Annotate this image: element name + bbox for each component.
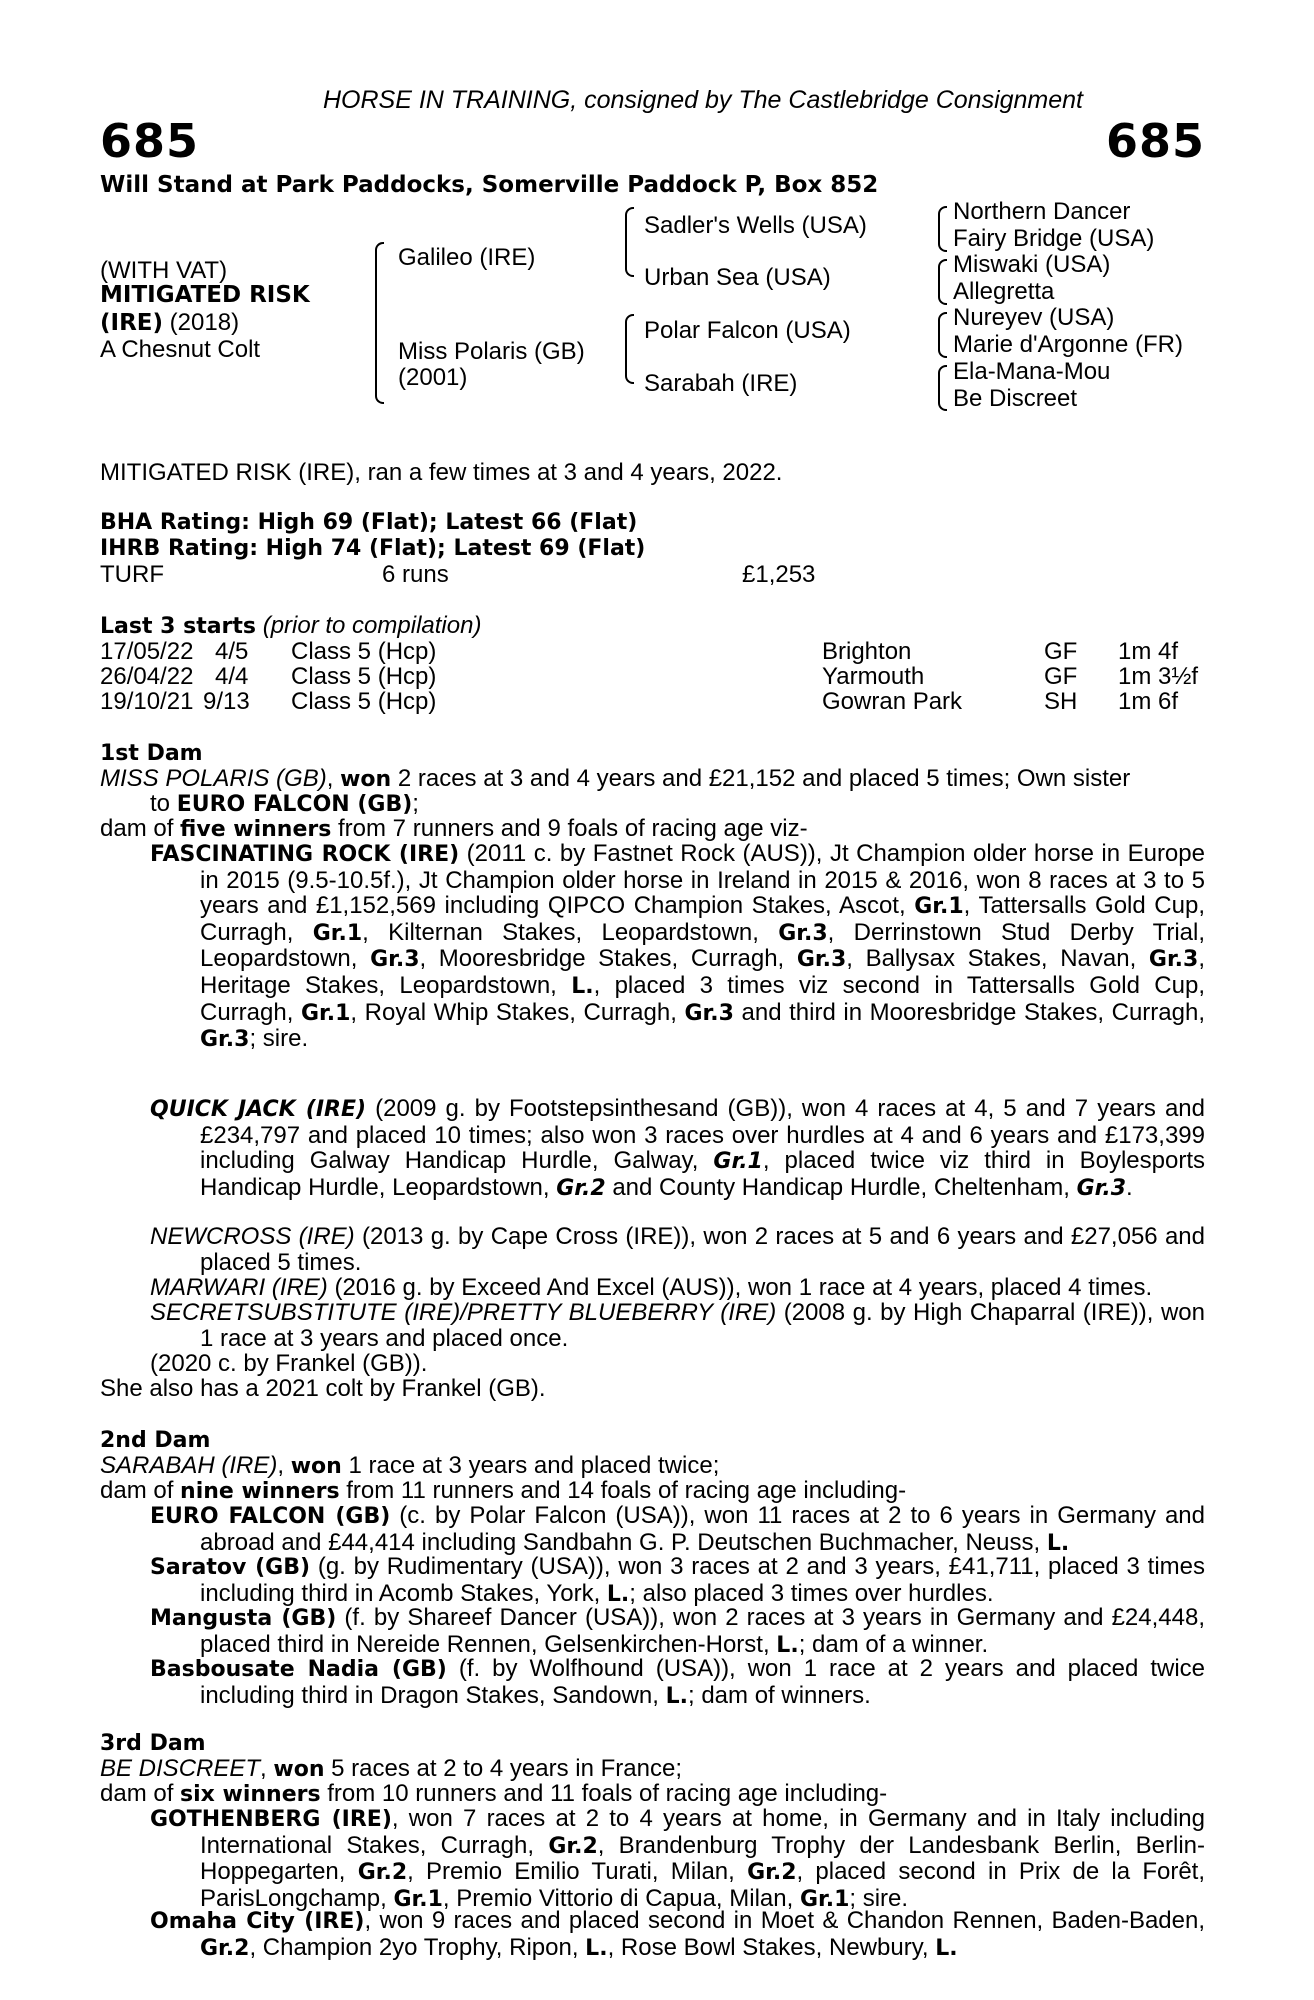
grade-label: Gr.2 bbox=[556, 1175, 606, 1201]
text-fragment: , Tattersalls Gold Cup, Curragh, bbox=[200, 892, 1205, 946]
progeny-name: QUICK JACK (IRE) bbox=[150, 1097, 367, 1122]
progeny-basbousate-nadia bbox=[150, 1656, 1205, 1709]
text-fragment: ; also placed 3 times over hurdles. bbox=[629, 1579, 994, 1607]
brace-ggp-3 bbox=[938, 312, 947, 358]
progeny-euro-falcon bbox=[150, 1503, 1205, 1556]
start-date: 17/05/22 bbox=[100, 638, 194, 665]
maternal-grandsire: Polar Falcon (USA) bbox=[644, 317, 851, 344]
text-fragment: , Heritage Stakes, Leopardstown, bbox=[200, 945, 1206, 999]
text-fragment: 2 races at 3 and 4 years and £21,152 and placed 5 times; Own sister bbox=[391, 765, 1131, 792]
won-label: won bbox=[273, 1757, 325, 1782]
text-fragment: ; dam of a winner. bbox=[798, 1630, 989, 1658]
horse-origin-year bbox=[100, 309, 239, 337]
grade-label: Gr.3 bbox=[200, 1027, 250, 1053]
text-fragment: to bbox=[150, 790, 177, 817]
progeny-name: GOTHENBERG (IRE) bbox=[150, 1807, 392, 1832]
grade-label: Gr.2 bbox=[548, 1833, 598, 1859]
start-class: Class 5 (Hcp) bbox=[291, 638, 437, 665]
progeny-omaha-city bbox=[150, 1908, 1205, 1961]
runs: 6 runs bbox=[382, 561, 449, 588]
start-position: 9/13 bbox=[203, 688, 250, 715]
winners-count: six winners bbox=[180, 1782, 321, 1807]
start-class: Class 5 (Hcp) bbox=[291, 663, 437, 690]
text-fragment: , Kilternan Stakes, Leopardstown, bbox=[362, 918, 779, 946]
text-fragment: and County Handicap Hurdle, Cheltenham, bbox=[605, 1173, 1077, 1201]
listed-label: L. bbox=[606, 1581, 630, 1607]
text-fragment: , bbox=[277, 1452, 291, 1479]
race-summary: MITIGATED RISK (IRE), ran a few times at 3 and 4 years, 2022. bbox=[100, 459, 783, 486]
first-dam-line1 bbox=[100, 766, 1130, 793]
text-fragment: , Premio Emilio Turati, Milan, bbox=[407, 1858, 748, 1886]
brace-ggp-4 bbox=[938, 365, 947, 411]
start-course: Yarmouth bbox=[822, 663, 925, 690]
grade-label: Gr.3 bbox=[1076, 1175, 1127, 1201]
text-fragment: , placed second in Prix de la Forêt, ParisLongchamp, bbox=[200, 1858, 1206, 1912]
progeny-mangusta bbox=[150, 1605, 1205, 1658]
second-dam-title: 2nd Dam bbox=[100, 1428, 211, 1453]
won-label: won bbox=[290, 1454, 342, 1479]
ihrb-rating: IHRB Rating: High 74 (Flat); Latest 69 (Flat) bbox=[100, 536, 646, 561]
text-fragment: , Champion 2yo Trophy, Ripon, bbox=[249, 1933, 586, 1961]
listed-label: L. bbox=[935, 1935, 958, 1961]
bha-rating: BHA Rating: High 69 (Flat); Latest 66 (Flat) bbox=[100, 510, 638, 535]
first-dam-line2 bbox=[150, 791, 419, 818]
grade-label: Gr.3 bbox=[370, 947, 420, 973]
third-dam-line2 bbox=[100, 1781, 887, 1808]
progeny-newcross bbox=[150, 1224, 1205, 1275]
grade-label: Gr.2 bbox=[200, 1935, 250, 1961]
last-starts-heading bbox=[100, 613, 481, 640]
consignment-header: HORSE IN TRAINING, consigned by The Castlebridge Consignment bbox=[322, 86, 1084, 114]
start-position: 4/5 bbox=[215, 638, 249, 665]
text-fragment: 5 races at 2 to 4 years in France; bbox=[324, 1755, 682, 1782]
grade-label: Gr.1 bbox=[393, 1886, 443, 1912]
horse-year: (2018) bbox=[163, 309, 240, 336]
text-fragment: , won 7 races at 2 to 4 years at home, in Germany and in Italy including International Stakes, Curragh, bbox=[200, 1805, 1205, 1859]
grade-label: Gr.1 bbox=[799, 1886, 850, 1912]
ggp-5: Nureyev (USA) bbox=[953, 304, 1115, 331]
lot-number-right: 685 bbox=[1105, 114, 1205, 168]
progeny-name: Omaha City (IRE) bbox=[150, 1909, 365, 1934]
stand-location: Will Stand at Park Paddocks, Somerville Paddock P, Box 852 bbox=[100, 172, 879, 198]
start-going: GF bbox=[1044, 663, 1078, 690]
brace-dam-parents bbox=[625, 314, 634, 384]
grade-label: Gr.1 bbox=[312, 920, 363, 946]
listed-label: L. bbox=[585, 1935, 608, 1961]
text-fragment: , bbox=[326, 765, 341, 792]
start-distance: 1m 6f bbox=[1118, 688, 1179, 715]
last-starts-title: Last 3 starts bbox=[100, 614, 257, 639]
text-fragment: (f. by Shareef Dancer (USA)), won 2 races at 3 years in Germany and £24,448, placed third in Nereide Rennen, Gelsenkirchen-Horst, bbox=[200, 1604, 1205, 1658]
first-dam-title: 1st Dam bbox=[100, 741, 203, 766]
ggp-2: Fairy Bridge (USA) bbox=[953, 225, 1155, 252]
horse-origin: (IRE) bbox=[100, 310, 164, 336]
grade-label: Gr.2 bbox=[357, 1860, 408, 1886]
text-fragment: , Royal Whip Stakes, Curragh, bbox=[350, 998, 685, 1026]
text-fragment: ; sire. bbox=[849, 1884, 909, 1912]
progeny-name: MARWARI (IRE) bbox=[150, 1274, 328, 1301]
progeny-entry bbox=[150, 841, 1205, 1053]
ggp-7: Ela-Mana-Mou bbox=[953, 358, 1111, 385]
text-fragment: , Brandenburg Trophy der Landesbank Berlin, Berlin-Hoppegarten, bbox=[200, 1831, 1206, 1886]
listed-label: L. bbox=[1046, 1530, 1070, 1556]
start-course: Brighton bbox=[822, 638, 912, 665]
progeny-fascinating-rock bbox=[150, 841, 1205, 1053]
pedigree-table bbox=[100, 198, 1210, 432]
text-fragment: (c. by Polar Falcon (USA)), won 11 races at 2 to 6 years in Germany and abroad and £44,414 including Sandbahn G. P. Deutschen Buchmacher, Neuss, bbox=[200, 1502, 1205, 1556]
text-fragment: and third in Mooresbridge Stakes, Curragh, bbox=[733, 998, 1205, 1026]
progeny-name: FASCINATING ROCK (IRE) bbox=[150, 842, 460, 867]
text-fragment: , Premio Vittorio di Capua, Milan, bbox=[442, 1884, 800, 1912]
also-has-note: She also has a 2021 colt by Frankel (GB). bbox=[100, 1375, 546, 1402]
start-position: 4/4 bbox=[215, 663, 249, 690]
listed-label: L. bbox=[665, 1683, 688, 1709]
text-fragment: (2009 g. by Footstepsinthesand (GB)), won 4 races at 4, 5 and 7 years and £234,797 and placed 10 times; also won 3 races over hurdles at 4 and 6 years and £173,399 including Galway Handicap Hurdle, Galway, bbox=[200, 1095, 1205, 1175]
progeny-quick-jack bbox=[150, 1096, 1205, 1201]
progeny-name: EURO FALCON (GB) bbox=[150, 1504, 391, 1529]
winners-count: nine winners bbox=[180, 1479, 340, 1504]
third-dam-line1 bbox=[100, 1756, 682, 1783]
text-fragment: , placed 3 times viz second in Tattersalls Gold Cup, Curragh, bbox=[200, 971, 1206, 1026]
grade-label: Gr.3 bbox=[778, 920, 828, 946]
last-starts-note: (prior to compilation) bbox=[262, 612, 482, 639]
progeny-entry bbox=[150, 1656, 1205, 1709]
grade-label: Gr.1 bbox=[300, 1000, 351, 1026]
brace-ggp-2 bbox=[938, 259, 947, 305]
text-fragment: dam of bbox=[100, 1477, 181, 1504]
text-fragment: from 11 runners and 14 foals of racing age including- bbox=[339, 1477, 907, 1504]
text-fragment: dam of bbox=[100, 1780, 181, 1807]
text-fragment: from 10 runners and 11 foals of racing age including- bbox=[320, 1780, 888, 1807]
start-class: Class 5 (Hcp) bbox=[291, 688, 437, 715]
won-label: won bbox=[340, 767, 392, 792]
ggp-1: Northern Dancer bbox=[953, 198, 1131, 225]
brace-ggp-1 bbox=[938, 206, 947, 252]
first-dam-name: MISS POLARIS (GB) bbox=[100, 765, 327, 792]
grade-label: Gr.3 bbox=[796, 947, 847, 973]
ggp-3: Miswaki (USA) bbox=[953, 251, 1111, 278]
horse-description: A Chesnut Colt bbox=[100, 336, 261, 363]
progeny-entry bbox=[150, 1908, 1205, 1961]
second-dam-line2 bbox=[100, 1478, 906, 1505]
listed-label: L. bbox=[571, 973, 594, 999]
third-dam-title: 3rd Dam bbox=[100, 1731, 206, 1756]
grade-label: Gr.1 bbox=[914, 894, 964, 920]
paternal-granddam: Urban Sea (USA) bbox=[644, 264, 831, 291]
grade-label: Gr.3 bbox=[684, 1000, 734, 1026]
first-dam-line3 bbox=[100, 816, 808, 843]
progeny-name: Mangusta (GB) bbox=[150, 1606, 337, 1631]
brace-sire-parents bbox=[625, 207, 634, 277]
progeny-gothenberg bbox=[150, 1806, 1205, 1912]
earnings: £1,253 bbox=[742, 561, 816, 588]
text-fragment: dam of bbox=[100, 815, 181, 842]
dam-year: (2001) bbox=[398, 364, 468, 391]
progeny-entry bbox=[150, 1806, 1205, 1912]
sire: Galileo (IRE) bbox=[398, 244, 536, 271]
text-fragment: ; sire. bbox=[249, 1025, 309, 1053]
progeny-entry bbox=[150, 1224, 1205, 1275]
dam: Miss Polaris (GB) bbox=[398, 338, 585, 365]
ggp-4: Allegretta bbox=[953, 278, 1055, 305]
grade-label: Gr.3 bbox=[1148, 947, 1199, 973]
text-fragment: (2013 g. by Cape Cross (IRE)), won 2 races at 5 and 6 years and £27,056 and placed 5 times. bbox=[200, 1223, 1206, 1276]
text-fragment: 1 race at 3 years and placed twice; bbox=[341, 1452, 720, 1479]
text-fragment: , Rose Bowl Stakes, Newbury, bbox=[607, 1933, 936, 1961]
progeny-name: NEWCROSS (IRE) bbox=[150, 1223, 355, 1250]
brace-sire-dam bbox=[375, 242, 384, 404]
text-fragment: ; bbox=[412, 790, 419, 817]
progeny-secretsubstitute bbox=[150, 1300, 1205, 1351]
grade-label: Gr.1 bbox=[713, 1149, 763, 1175]
progeny-entry bbox=[150, 1275, 1205, 1301]
progeny-marwari bbox=[150, 1275, 1205, 1301]
progeny-2020-colt: (2020 c. by Frankel (GB)). bbox=[150, 1350, 428, 1377]
text-fragment: (2016 g. by Exceed And Excel (AUS)), won 1 race at 4 years, placed 4 times. bbox=[327, 1274, 1153, 1301]
start-going: SH bbox=[1044, 688, 1078, 715]
start-distance: 1m 3½f bbox=[1118, 663, 1199, 690]
text-fragment: from 7 runners and 9 foals of racing age viz- bbox=[331, 815, 808, 842]
progeny-entry bbox=[150, 1554, 1205, 1607]
horse-name: MITIGATED RISK bbox=[100, 282, 310, 308]
progeny-name: Saratov (GB) bbox=[150, 1555, 311, 1580]
progeny-entry bbox=[150, 1503, 1205, 1556]
text-fragment: , bbox=[260, 1755, 274, 1782]
ggp-6: Marie d'Argonne (FR) bbox=[953, 331, 1183, 358]
grade-label: Gr.2 bbox=[747, 1860, 797, 1886]
ggp-8: Be Discreet bbox=[953, 385, 1078, 412]
text-fragment: (2011 c. by Fastnet Rock (AUS)), Jt Champion older horse in Europe in 2015 (9.5-10.5f.), Jt Champion older horse in Ireland in 2015 & 2016, won 8 races at 3 to 5 years and £1,152,569 including QIPCO Champion Stakes, Ascot, bbox=[200, 840, 1205, 920]
third-dam-name: BE DISCREET bbox=[100, 1755, 261, 1782]
start-distance: 1m 4f bbox=[1118, 638, 1179, 665]
text-fragment: (2008 g. by High Chaparral (IRE)), won 1 race at 3 years and placed once. bbox=[200, 1299, 1205, 1352]
start-date: 26/04/22 bbox=[100, 663, 194, 690]
progeny-entry bbox=[150, 1300, 1205, 1351]
text-fragment: (g. by Rudimentary (USA)), won 3 races at 2 and 3 years, £41,711, placed 3 times including third in Acomb Stakes, York, bbox=[200, 1553, 1206, 1607]
paternal-grandsire: Sadler's Wells (USA) bbox=[644, 212, 867, 239]
text-fragment: , Mooresbridge Stakes, Curragh, bbox=[419, 945, 797, 973]
listed-label: L. bbox=[776, 1632, 799, 1658]
surface: TURF bbox=[100, 561, 164, 588]
progeny-name: SECRETSUBSTITUTE (IRE)/PRETTY BLUEBERRY (IRE) bbox=[150, 1299, 777, 1326]
maternal-granddam: Sarabah (IRE) bbox=[644, 370, 798, 397]
text-fragment: ; dam of winners. bbox=[688, 1681, 871, 1709]
text-fragment: , Derrinstown Stud Derby Trial, Leopardstown, bbox=[200, 918, 1206, 973]
start-going: GF bbox=[1044, 638, 1078, 665]
text-fragment: , Ballysax Stakes, Navan, bbox=[846, 945, 1149, 973]
vat-note: (WITH VAT) bbox=[100, 257, 228, 284]
progeny-name: Basbousate Nadia (GB) bbox=[150, 1657, 447, 1682]
text-fragment: (f. by Wolfhound (USA)), won 1 race at 2 years and placed twice including third in Dragon Stakes, Sandown, bbox=[200, 1655, 1206, 1709]
sibling-name: EURO FALCON (GB) bbox=[176, 792, 413, 817]
lot-number-left: 685 bbox=[100, 114, 200, 168]
progeny-entry bbox=[150, 1605, 1205, 1658]
start-course: Gowran Park bbox=[822, 688, 963, 715]
progeny-entry bbox=[150, 1096, 1205, 1201]
second-dam-line1 bbox=[100, 1453, 719, 1480]
second-dam-name: SARABAH (IRE) bbox=[100, 1452, 278, 1479]
winners-count: five winners bbox=[180, 817, 332, 842]
text-fragment: , won 9 races and placed second in Moet & Chandon Rennen, Baden-Baden, bbox=[364, 1907, 1206, 1934]
text-fragment: . bbox=[1126, 1173, 1133, 1201]
start-date: 19/10/21 bbox=[100, 688, 194, 715]
text-fragment: , placed twice viz third in Boylesports Handicap Hurdle, Leopardstown, bbox=[200, 1147, 1205, 1201]
progeny-saratov bbox=[150, 1554, 1205, 1607]
